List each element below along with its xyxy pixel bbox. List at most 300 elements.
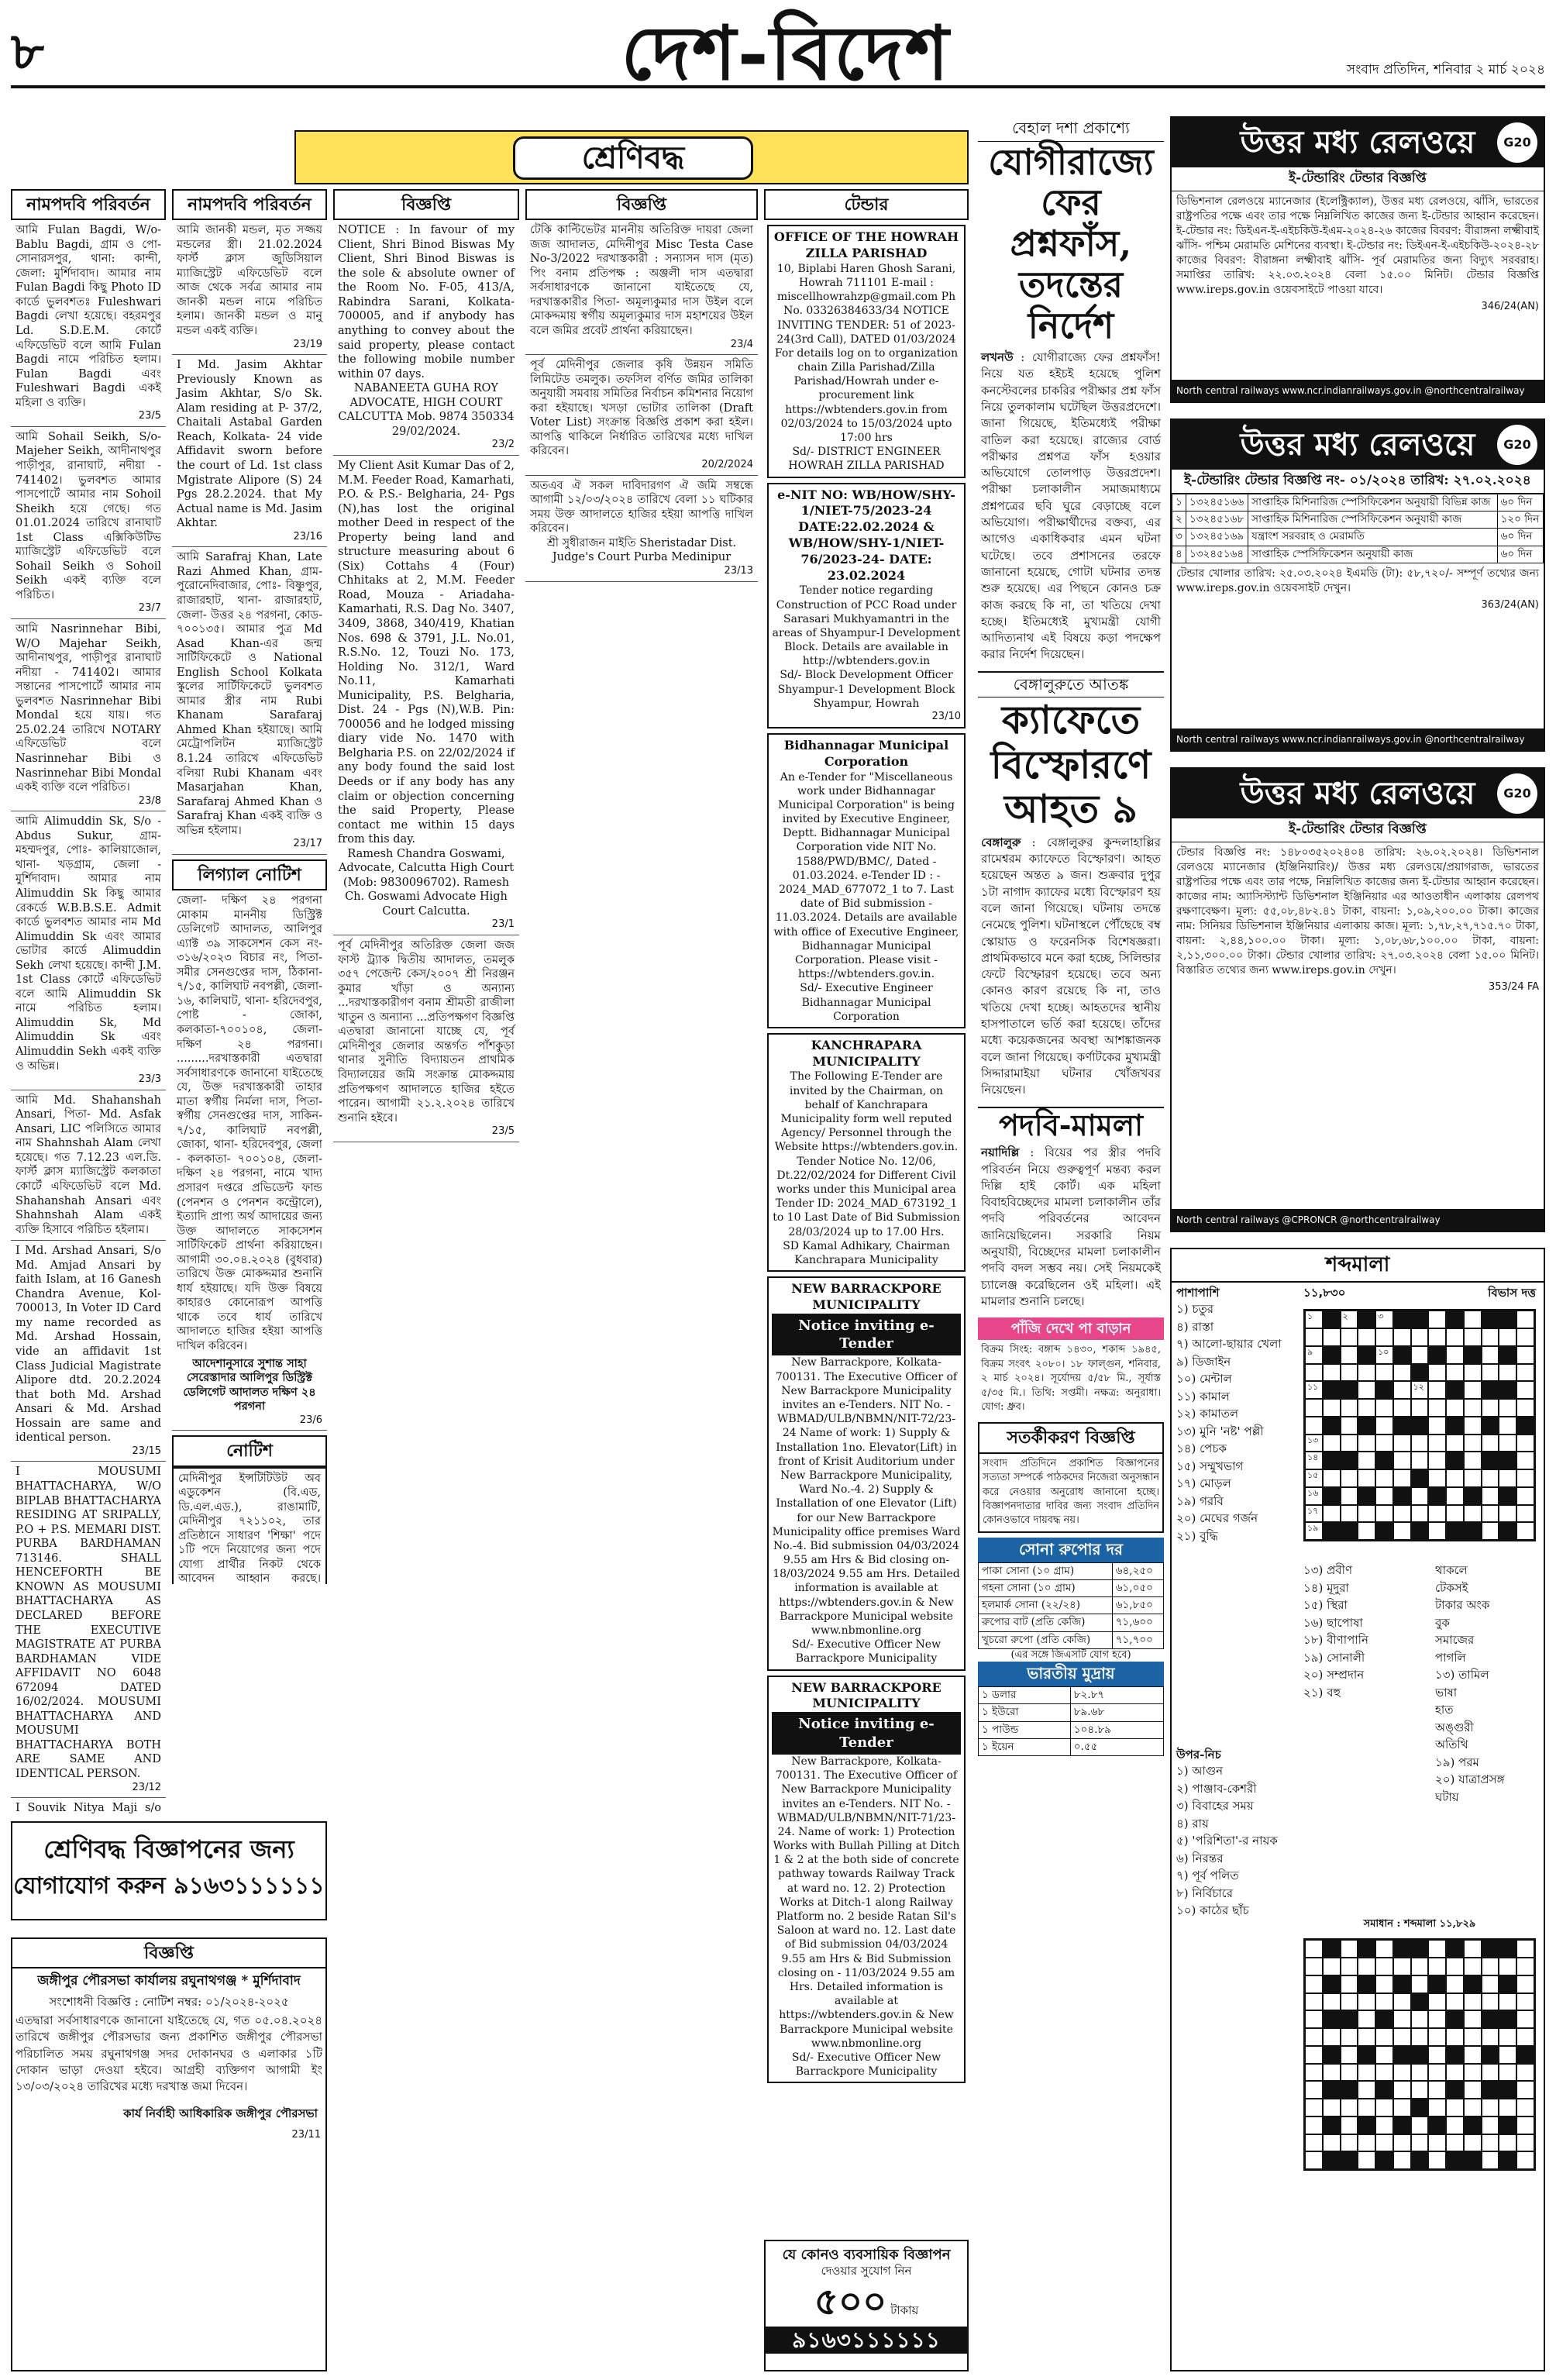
ad-text: আমি Sohail Seikh, S/o- Majeher Seikh, আদীনাথপুর পাড়ীপুর, রানাঘাট, নদীয়া - 741402। ভুলবশত আমার পাসপোর্টে আমার নাম Sohoil Sheikh হয়ে গেছে। গত 01.01.2024 তারিখে রানাঘাট 1st Class এক্সিকিউটিভ ম্যাজিস্ট্রেট এফিডেভিট বলে Sohail Seikh ও Sohoil Seikh একই ব্যক্তি বলে পরিচিত।: [15, 430, 161, 601]
ad-text: পূর্ব মেদিনীপুর জেলার কৃষি উন্নয়ন সমিতি লিমিটেড তমলুক। তফসিল বর্ণিত জমির তালিকা অনুযায়ী সমবায় সমিতির নির্বাচন কমিশনার নিয়োগ করা হইয়াছে। খসড়া ভোটার তালিকা (Draft Voter List) সংক্রান্ত বিজ্ঞপ্তি প্রকাশ করা হইল। আপত্তি থাকিলে নির্ধারিত তারিখের মধ্যে দাখিল করিবেন।: [530, 359, 753, 458]
grid-cell[interactable]: [1411, 1346, 1429, 1364]
grid-cell: [1341, 2046, 1358, 2064]
tender-sign: Sd/- Executive Officer New Barrackpore Municipality: [791, 1638, 942, 1665]
classified-ad: [172, 220, 327, 355]
grid-cell[interactable]: [1516, 1505, 1534, 1523]
grid-cell: [1375, 2099, 1393, 2117]
grid-cell[interactable]: [1464, 1417, 1482, 1435]
ad-code: 23/17: [293, 838, 322, 850]
grid-cell: [1393, 2134, 1411, 2152]
row-number: ৩: [1172, 529, 1186, 546]
tender-text: New Barrackpore, Kolkata-700131. The Executive Officer of New Barrackpore Municipality invites an e-Tenders. NIT No. - WBMAD/ULB/NBMN/NIT-72/23-24 Name of work: 1) Supply & Installation 1no. Elevator(Lift) in front of Krisit Auditorium under New Barrackpore Municipality, Ward No.-4. 2) Supply & Installation of one Elevator (Lift) for our New Barrackpore Municipality office premises Ward No.-4. Bid submission 04/03/2024 9.55 am Hrs & Bid closing on- 18/03/2024 9.55 am Hrs. Detailed information is available at https://wbtenders.gov.in & New Barrackpore Municipal website www.nbmonline.org: [772, 1356, 961, 1638]
black-cell: [1375, 2010, 1393, 2028]
cell-number: ৩: [1378, 1311, 1384, 1322]
grid-cell[interactable]: [1499, 1435, 1516, 1452]
cell-number: ২: [1342, 1311, 1348, 1322]
black-cell: [1411, 1417, 1429, 1435]
tender-sign: SD Kamal Adhikary, Chairman Kanchrapara Municipality: [783, 1239, 950, 1266]
grid-cell[interactable]: [1375, 1487, 1393, 1505]
grid-cell[interactable]: [1446, 1328, 1464, 1346]
ad-code: 23/2: [491, 439, 515, 451]
grid-cell[interactable]: [1464, 1505, 1482, 1523]
jangipur-title: জঙ্গীপুর পৌরসভা কার্যালয় রঘুনাথগঞ্জ * মুর্শিদাবাদ: [37, 1973, 301, 1989]
grid-cell: [1516, 2134, 1534, 2152]
grid-cell[interactable]: [1482, 1435, 1499, 1452]
ad-code: 23/6: [299, 1414, 322, 1426]
ad-code: 23/10: [931, 711, 961, 723]
grid-cell[interactable]: [1375, 1364, 1393, 1382]
black-cell: [1446, 1940, 1464, 1958]
grid-cell: [1428, 1958, 1446, 1975]
grid-cell[interactable]: [1516, 1346, 1534, 1364]
black-cell: [1482, 1311, 1499, 1328]
grid-cell[interactable]: [1393, 1328, 1411, 1346]
grid-cell[interactable]: [1341, 1328, 1358, 1346]
section-heading: বিজ্ঞপ্তি: [333, 189, 519, 220]
grid-cell[interactable]: [1482, 1469, 1499, 1487]
grid-cell[interactable]: [1411, 1381, 1429, 1399]
clue: ১৪) পেচক: [1176, 1441, 1227, 1456]
grid-cell[interactable]: [1305, 1364, 1323, 1382]
ad-text: আমি জানকী মন্ডল, মৃত সজ্জয় মন্ডলের স্ত্রী। 21.02.2024 ফার্স্ট ক্লাস জুডিসিয়াল ম্যাজিস্ট্রেট এফিডেভিট বলে আজ থেকে সর্বত্র আমার নাম জানকী মন্ডল নামে পরিচিত হলাম। জানকী মন্ডল ও মানু মন্ডল একই ব্যক্তি।: [177, 224, 322, 337]
black-cell: [1411, 2151, 1429, 2169]
table-row: [1172, 546, 1544, 563]
grid-cell[interactable]: [1428, 1417, 1446, 1435]
grid-cell: [1358, 2010, 1375, 2028]
black-cell: [1393, 1975, 1411, 1993]
grid-cell[interactable]: [1428, 1452, 1446, 1469]
black-cell: [1482, 2081, 1499, 2099]
grid-cell[interactable]: [1464, 1381, 1482, 1399]
notice-text: মেদিনীপুর ইন্সটিটিউট অব এডুকেশন (বি.এড, ডি.এল.এড.), রাঙামাটি, মেদিনীপুর ৭২১১০২, তার প্রতিষ্ঠানে সাধারণ 'শিক্ষা' পদে ১টি পদে নিয়োগের জন্য পদে যোগ্য প্রার্থীর নিকট থেকে আবেদন আহ্বান করছে।: [178, 1472, 321, 1584]
fx-table: [978, 1686, 1164, 1756]
grid-cell[interactable]: [1482, 1328, 1499, 1346]
section-heading: বিজ্ঞপ্তি: [525, 189, 758, 220]
grid-cell[interactable]: [1482, 1364, 1499, 1382]
grid-cell[interactable]: [1411, 1487, 1429, 1505]
grid-cell[interactable]: [1375, 1399, 1393, 1417]
grid-cell[interactable]: [1464, 1469, 1482, 1487]
cell-number: ৯: [1307, 1346, 1313, 1357]
gold-rate-table: [978, 1562, 1164, 1649]
railway-footer: North central railways @CPRONCR @northcentralrailway: [1172, 1209, 1544, 1231]
rate-item: খুচরো রুপো (প্রতি কেজি): [979, 1631, 1113, 1648]
grid-cell: [1305, 2028, 1323, 2046]
grid-cell[interactable]: [1482, 1399, 1499, 1417]
clue: ১৮) বীণাপানি: [1303, 1633, 1368, 1648]
grid-cell[interactable]: [1305, 1469, 1323, 1487]
grid-cell[interactable]: [1375, 1417, 1393, 1435]
black-cell: [1446, 1417, 1464, 1435]
g20-logo-icon: G20: [1497, 773, 1537, 814]
grid-cell: [1305, 2081, 1323, 2099]
railway-tender-table: [1172, 494, 1544, 563]
grid-cell[interactable]: [1305, 1435, 1323, 1452]
grid-cell: [1375, 1993, 1393, 2011]
clue: ৩) বিবাহের সময়: [1176, 1799, 1254, 1813]
black-cell: [1358, 2117, 1375, 2134]
grid-cell[interactable]: [1393, 1452, 1411, 1469]
ad-text: আমি Alimuddin Sk, S/o - Abdus Sukur, গ্রাম- মহম্মদপুর, পোঃ- কালিয়াজোল, থানা- খড়গ্রাম, জেলা - মুর্শিদাবাদ। আমার নাম Alimuddin Sk কিছু আমার রেকর্ডে W.B.B.S.E. Admit কার্ডে ভুলবশত আমার নাম Md Alimuddin Sk এবং আমার ভোটার কার্ডে Alimuddin Sekh লেখা হয়েছে। কান্দী J.M. 1st Class কোর্টে এফিডেভিট বলে আমি Alimuddin Sk নামে পরিচিত হলাম। Alimuddin Sk, Md Alimuddin Sk এবং Alimuddin Sekh একই ব্যক্তি ও অভিন্ন।: [15, 815, 161, 1073]
grid-cell[interactable]: [1341, 1399, 1358, 1417]
ad-code: 20/2/2024: [701, 458, 753, 470]
ad-sign: Ramesh Chandra Goswami, Advocate, Calcutta High Court (Mob: 9830096702). Ramesh Ch. Goswami Advocate High Court Calcutta.: [338, 847, 515, 918]
tender-text: The Following E-Tender are invited by the Chairman, on behalf of Kanchrapara Municipality form well reputed Agency/ Personnel through the Website https://wbtenders.gov.in. Tender Notice No. 12/06, Dt.22/02/2024 for Different Civil works under this Municipal area Tender ID: 2024_MAD_673192_1 to 10 Last Date of Bid Submission 28/03/2024 up to 17.00 Hrs.: [773, 1070, 960, 1238]
grid-cell[interactable]: [1411, 1435, 1429, 1452]
ad-text: অতএব ঐ সকল দাবিদারগণ ঐ জমি সম্বন্ধে আগামী ১২/০৩/২০২৪ তারিখে বেলা ১১ ঘটিকার সময় উক্ত আদালতে হাজির হইয়া আপত্তি দাখিল করিবেন।: [530, 479, 753, 536]
grid-cell[interactable]: [1393, 1505, 1411, 1523]
grid-cell: [1516, 2099, 1534, 2117]
ad-code: 23/16: [293, 530, 322, 542]
grid-cell[interactable]: [1375, 1435, 1393, 1452]
clue: ১৯) গরবি: [1176, 1493, 1224, 1508]
grid-cell[interactable]: [1411, 1399, 1429, 1417]
tender-text: New Barrackpore, Kolkata-700131. The Executive Officer of New Barrackpore Municipality invites an e-Tenders. NIT No. - WBMAD/ULB/NBMN/NIT-71/23-24. Name of work: 1) Protection Works with Bullah Pilling at Ditch 1 & 2 at the both side of concrete pathway towards Railway Track at ward no. 12. 2) Protection Works at Ditch-1 along Railway Platform no. 2 beside Ratan Sil's Saloon at ward no. 12. Last date of Bid submission 04/03/2024 9.55 am Hrs & Bid Submission closing on - 11/03/2024 9.55 am Hrs. Detailed information is available at https://wbtenders.gov.in & New Barrackpore Municipal website www.nbmonline.org: [773, 1755, 960, 2050]
crossword-grid[interactable]: [1303, 1309, 1536, 1541]
crossword-issue: ১১,৮৩০: [1303, 1286, 1346, 1300]
grid-cell[interactable]: [1305, 1311, 1323, 1328]
rate-item: ১ ডলার: [979, 1687, 1071, 1704]
table-row: [979, 1614, 1164, 1631]
black-cell: [1482, 1940, 1499, 1958]
grid-cell: [1446, 2099, 1464, 2117]
black-cell: [1393, 1940, 1411, 1958]
grid-cell: [1499, 1958, 1516, 1975]
legal-notice-heading: লিগ্যাল নোটিশ: [172, 859, 327, 890]
clue: টেকসই: [1435, 1580, 1468, 1595]
grid-cell[interactable]: [1358, 1435, 1375, 1452]
clue: ১০) কাঠের ছাঁচ: [1176, 1903, 1249, 1918]
grid-cell: [1305, 1993, 1323, 2011]
grid-cell[interactable]: [1516, 1311, 1534, 1328]
grid-cell[interactable]: [1341, 1487, 1358, 1505]
grid-cell[interactable]: [1323, 1435, 1341, 1452]
grid-cell[interactable]: [1446, 1505, 1464, 1523]
grid-cell[interactable]: [1305, 1452, 1323, 1469]
cell-number: ১৪: [1307, 1452, 1319, 1463]
grid-cell: [1446, 2117, 1464, 2134]
grid-cell[interactable]: [1482, 1487, 1499, 1505]
grid-cell[interactable]: [1341, 1417, 1358, 1435]
black-cell: [1428, 2117, 1446, 2134]
grid-cell[interactable]: [1499, 1328, 1516, 1346]
grid-cell[interactable]: [1393, 1435, 1411, 1452]
grid-cell[interactable]: [1428, 1328, 1446, 1346]
grid-cell[interactable]: [1446, 1435, 1464, 1452]
grid-cell[interactable]: [1305, 1487, 1323, 1505]
table-row: [979, 1721, 1164, 1738]
grid-cell[interactable]: [1464, 1435, 1482, 1452]
table-row: [1172, 511, 1544, 529]
grid-cell[interactable]: [1516, 1364, 1534, 1382]
across-clues: [1176, 1286, 1293, 1545]
black-cell: [1499, 1522, 1516, 1540]
grid-cell[interactable]: [1482, 1346, 1499, 1364]
classified-column-4: [525, 189, 758, 2375]
grid-cell: [1393, 2151, 1411, 2169]
grid-cell[interactable]: [1305, 1399, 1323, 1417]
clue: ১৩) তামিল: [1435, 1668, 1489, 1683]
grid-cell[interactable]: [1393, 1381, 1411, 1399]
grid-cell[interactable]: [1393, 1469, 1411, 1487]
grid-cell[interactable]: [1358, 1505, 1375, 1523]
grid-cell: [1358, 2028, 1375, 2046]
grid-cell[interactable]: [1323, 1469, 1341, 1487]
grid-cell[interactable]: [1482, 1522, 1499, 1540]
section-heading: টেন্ডার: [764, 189, 969, 220]
black-cell: [1341, 1522, 1358, 1540]
right-clues: [1435, 1562, 1539, 1806]
grid-cell[interactable]: [1358, 1399, 1375, 1417]
grid-cell[interactable]: [1499, 1505, 1516, 1523]
grid-cell[interactable]: [1375, 1469, 1393, 1487]
clue: ৭) আলো-ছায়ার খেলা: [1176, 1337, 1282, 1352]
grid-cell[interactable]: [1516, 1435, 1534, 1452]
grid-cell: [1411, 2064, 1429, 2082]
clue: অঙ্গুরী: [1435, 1720, 1474, 1734]
grid-cell[interactable]: [1323, 1328, 1341, 1346]
headline: ক্যাফেতে বিস্ফোরণে আহত ৯: [990, 697, 1152, 832]
grid-cell[interactable]: [1358, 1381, 1375, 1399]
grid-cell[interactable]: [1358, 1452, 1375, 1469]
tender-title: NEW BARRACKPORE MUNICIPALITY: [791, 1679, 942, 1711]
grid-cell: [1358, 2151, 1375, 2169]
grid-cell: [1482, 2064, 1499, 2082]
ad-text: আমি Sarafraj Khan, Late Razi Ahmed Khan, গ্রাম- পুরোনেদিবাজার, পোঃ- বিষ্ণুপুর, রাজারহাট, থানা- রাজারহাট, জেলা- উত্তর ২৪ পরগনা, কোড- ৭০০১৩৫। আমার পুত্র Md Asad Khan-এর জন্ম সার্টিফিকেটে ও National English School Kolkata স্কুলের সার্টিফিকেটে ভুলবশত আমার স্ত্রীর নাম Rubi Khanam Sarafaraj Ahmed Khan হইয়াছে। আমি মেট্রোপলিটন ম্যাজিস্ট্রেট 8.1.24 তারিখে এফিডেভিট বলিয়া Rubi Khanam এবং Masarjahan Khan, Sarafaraj Ahmed Khan ও Sarafraj Khan একই ব্যক্তি ও অভিন্ন হইলাম।: [177, 551, 322, 837]
grid-cell[interactable]: [1516, 1452, 1534, 1469]
grid-cell[interactable]: [1482, 1505, 1499, 1523]
tender-text: Tender notice regarding Construction of PCC Road under Sarasari Mukhyamantri in the areas of Shyampur-I Development Block. Details are available in http://wbtenders.gov.in: [772, 584, 961, 668]
grid-cell: [1305, 2151, 1323, 2169]
grid-cell[interactable]: [1428, 1364, 1446, 1382]
grid-cell[interactable]: [1428, 1469, 1446, 1487]
grid-cell[interactable]: [1516, 1469, 1534, 1487]
tender-ad: [767, 733, 966, 1028]
more-clues: [1303, 1562, 1420, 1701]
grid-cell[interactable]: [1305, 1522, 1323, 1540]
grid-cell[interactable]: [1375, 1311, 1393, 1328]
grid-cell[interactable]: [1464, 1311, 1482, 1328]
grid-cell: [1323, 1958, 1341, 1975]
black-cell: [1411, 2046, 1429, 2064]
grid-cell[interactable]: [1375, 1505, 1393, 1523]
ad-code: 23/5: [138, 410, 161, 422]
grid-cell[interactable]: [1446, 1469, 1464, 1487]
classified-ad: [525, 355, 758, 475]
grid-cell[interactable]: [1428, 1381, 1446, 1399]
black-cell: [1499, 2010, 1516, 2028]
g20-logo-icon: G20: [1497, 122, 1537, 163]
grid-cell[interactable]: [1305, 1328, 1323, 1346]
promo-line-1: শ্রেণিবদ্ধ বিজ্ঞাপনের জন্য: [43, 1834, 294, 1864]
grid-cell: [1323, 2099, 1341, 2117]
promo-text: দেওয়ার সুযোগ নিন: [821, 2264, 912, 2278]
grid-cell: [1411, 2010, 1429, 2028]
grid-cell[interactable]: [1358, 1328, 1375, 1346]
panji-text: বিক্রম সিংহ: বঙ্গাব্দ ১৪৩০, শকাব্দ ১৯৪৫, বিক্রম সংবৎ ২০৮০। ১৮ ফাল্গুন, শনিবার, ২ মার্চ ২০২৪। সূর্যোদয় ৫/৫৮ মি., সূর্যাস্ত ৫/৩৫ মি.। তিথি: সপ্তমী। নক্ষত্র: অনুরাধা। যোগ: ধ্রুব।: [981, 1344, 1161, 1414]
grid-cell: [1464, 2028, 1482, 2046]
grid-cell[interactable]: [1428, 1311, 1446, 1328]
black-cell: [1375, 2151, 1393, 2169]
clue: ১) আগুন: [1176, 1764, 1224, 1779]
cell-number: ১৭: [1307, 1505, 1319, 1516]
grid-cell[interactable]: [1499, 1469, 1516, 1487]
grid-cell[interactable]: [1464, 1452, 1482, 1469]
railway-footer: North central railways www.ncr.indianrailways.gov.in @northcentralrailway: [1172, 728, 1544, 750]
grid-cell: [1516, 1958, 1534, 1975]
grid-cell: [1341, 1993, 1358, 2011]
grid-cell[interactable]: [1428, 1505, 1446, 1523]
panji-heading: পাঁজি দেখে পা বাড়ান: [978, 1317, 1164, 1340]
ad-code: 23/5: [491, 1125, 515, 1138]
black-cell: [1516, 1417, 1534, 1435]
grid-cell[interactable]: [1341, 1346, 1358, 1364]
grid-cell[interactable]: [1464, 1328, 1482, 1346]
grid-cell[interactable]: [1428, 1435, 1446, 1452]
black-cell: [1499, 1452, 1516, 1469]
black-cell: [1375, 1452, 1393, 1469]
classified-ad: [11, 220, 166, 427]
grid-cell[interactable]: [1411, 1452, 1429, 1469]
rate-item: গহনা সোনা (১০ গ্রাম): [979, 1579, 1113, 1596]
grid-cell[interactable]: [1358, 1522, 1375, 1540]
grid-cell[interactable]: [1411, 1328, 1429, 1346]
classified-ad: [11, 811, 166, 1090]
grid-cell[interactable]: [1358, 1364, 1375, 1382]
grid-cell: [1464, 2010, 1482, 2028]
grid-cell[interactable]: [1446, 1399, 1464, 1417]
classified-ad: [525, 220, 758, 355]
kicker: বেঙ্গালুরুতে আতঙ্ক: [978, 671, 1164, 698]
clue: বুক: [1435, 1615, 1450, 1630]
grid-cell[interactable]: [1446, 1487, 1464, 1505]
cell-number: ১৫: [1307, 1470, 1319, 1481]
tender-duration: ৬০ দিন: [1497, 529, 1543, 546]
grid-cell[interactable]: [1428, 1399, 1446, 1417]
grid-cell: [1482, 2117, 1499, 2134]
grid-cell: [1428, 2028, 1446, 2046]
grid-cell[interactable]: [1341, 1364, 1358, 1382]
grid-cell: [1305, 1958, 1323, 1975]
black-cell: [1428, 1975, 1446, 1993]
ad-list: [525, 220, 758, 581]
ad-list: [333, 220, 519, 1142]
jangipur-ref: সংশোধনী বিজ্ঞপ্তি : নোটিশ নম্বর: ০১/২০২৪-২০২৫: [49, 1994, 289, 2009]
black-cell: [1341, 2010, 1358, 2028]
grid-cell: [1358, 1993, 1375, 2011]
grid-cell[interactable]: [1323, 1505, 1341, 1523]
grid-cell[interactable]: [1323, 1399, 1341, 1417]
grid-cell[interactable]: [1305, 1381, 1323, 1399]
tender-title: NEW BARRACKPORE MUNICIPALITY: [791, 1281, 942, 1312]
black-cell: [1393, 1417, 1411, 1435]
clue: ৪) রাস্তা: [1176, 1319, 1214, 1334]
grid-cell[interactable]: [1375, 1328, 1393, 1346]
clue: টাকার অংক: [1435, 1598, 1490, 1613]
grid-cell: [1411, 2081, 1429, 2099]
tender-sign: Sd/- Executive Officer New Barrackpore Municipality: [791, 2051, 942, 2079]
grid-cell[interactable]: [1464, 1364, 1482, 1382]
grid-cell[interactable]: [1516, 1522, 1534, 1540]
notice-heading: নোটিশ: [172, 1435, 327, 1466]
black-cell: [1446, 2151, 1464, 2169]
grid-cell[interactable]: [1446, 1346, 1464, 1364]
black-cell: [1358, 1940, 1375, 1958]
grid-cell[interactable]: [1341, 1435, 1358, 1452]
black-cell: [1393, 2046, 1411, 2064]
grid-cell: [1516, 1993, 1534, 2011]
section-heading: নামপদবি পরিবর্তন: [11, 189, 166, 220]
classified-ad: [11, 1462, 166, 1798]
grid-cell[interactable]: [1305, 1346, 1323, 1364]
tender-text: 10, Biplabi Haren Ghosh Sarani, Howrah 711101 E-mail : miscellhowrahzp@gmail.com Ph No. 03326384633/34 NOTICE INVITING TENDER: 51 of 2023-24(3rd Call), DATED 01/03/2024 For details log on to organization chain Zilla Parishad/Zilla Parishad/Howrah under e-procurement link https://wbtenders.gov.in from 02/03/2024 to 15/03/2024 upto 17:00 hrs: [774, 262, 959, 444]
black-cell: [1411, 1940, 1429, 1958]
grid-cell[interactable]: [1499, 1399, 1516, 1417]
table-row: [979, 1738, 1164, 1755]
business-ad-promo: [764, 2240, 969, 2371]
grid-cell[interactable]: [1393, 1522, 1411, 1540]
grid-cell[interactable]: [1341, 1505, 1358, 1523]
classified-ad: [525, 476, 758, 582]
grid-cell[interactable]: [1305, 1417, 1323, 1435]
grid-cell[interactable]: [1428, 1522, 1446, 1540]
black-cell: [1499, 1940, 1516, 1958]
grid-cell[interactable]: [1499, 1364, 1516, 1382]
clue: অতিথি: [1435, 1738, 1468, 1752]
grid-cell[interactable]: [1323, 1364, 1341, 1382]
table-row: [979, 1562, 1164, 1579]
black-cell: [1323, 1381, 1341, 1399]
grid-cell[interactable]: [1341, 1311, 1358, 1328]
railway-title: উত্তর মধ্য রেলওয়ে: [1240, 775, 1475, 811]
grid-cell[interactable]: [1393, 1399, 1411, 1417]
grid-cell[interactable]: [1358, 1469, 1375, 1487]
grid-cell: [1428, 2081, 1446, 2099]
ad-text: পূর্ব মেদিনীপুর অতিরিক্ত জেলা জজ ফাস্ট ট্র্যাক দ্বিতীয় আদালত, তমলুক ৩৫৭ পেজেন্ট কেস/২০০৭ শ্রী নিরঞ্জন কুমার খাঁড়া ও অন্যান্য ...দরখাস্তকারীগণ বনাম শ্রীমতী রাজীলা খাতুন ও অন্যান্য ...প্রতিপক্ষগণ বিজ্ঞপ্তি এতদ্বারা জানানো যাচ্ছে যে, পূর্ব মেদিনীপুর জেলার অন্তর্গত পাঁশকুড়া থানার সুনীতি বিদ্যায়তন প্রাথমিক বিদ্যালয়ের জমি সংক্রান্ত মোকদ্দমায় প্রতিপক্ষগণ আদালতে হাজির হইতে পারেন। আগামী ২১.২.২০২৪ তারিখে শুনানি হইবে।: [338, 939, 515, 1125]
grid-cell[interactable]: [1516, 1328, 1534, 1346]
g20-logo-icon: G20: [1497, 425, 1537, 465]
grid-cell: [1375, 2117, 1393, 2134]
grid-cell: [1499, 2028, 1516, 2046]
black-cell: [1482, 1452, 1499, 1469]
grid-cell: [1375, 2064, 1393, 2082]
tender-description: সাপ্তাহিক মিশিনারিজ স্পেসিফিকেশন অনুযায়ী কাজ: [1248, 511, 1497, 529]
grid-cell[interactable]: [1411, 1505, 1429, 1523]
grid-cell[interactable]: [1375, 1346, 1393, 1364]
grid-cell[interactable]: [1305, 1505, 1323, 1523]
black-cell: [1464, 1522, 1482, 1540]
classified-ad: [172, 355, 327, 547]
grid-cell[interactable]: [1446, 1364, 1464, 1382]
grid-cell[interactable]: [1516, 1381, 1534, 1399]
grid-cell: [1393, 2099, 1411, 2117]
grid-cell: [1375, 2028, 1393, 2046]
tender-subtitle: Notice inviting e-Tender: [772, 1712, 961, 1755]
down-clues: [1176, 1748, 1293, 1920]
grid-cell: [1358, 2134, 1375, 2152]
grid-cell[interactable]: [1499, 1417, 1516, 1435]
grid-cell[interactable]: [1516, 1487, 1534, 1505]
grid-cell[interactable]: [1341, 1469, 1358, 1487]
grid-cell[interactable]: [1464, 1399, 1482, 1417]
tender-title: e-NIT NO: WB/HOW/SHY-1/NIET-75/2023-24 DATE:22.02.2024 & WB/HOW/SHY-1/NIET-76/2023-24- DATE: 23.02.2024: [777, 487, 955, 583]
rate-value: ৬১,৮৫০: [1112, 1597, 1163, 1614]
tender-sign: Sd/- Executive Engineer Bidhannagar Municipal Corporation: [800, 982, 933, 1023]
grid-cell[interactable]: [1393, 1364, 1411, 1382]
jangipur-heading: বিজ্ঞপ্তি: [12, 1939, 325, 1968]
clue: ১৫) সম্মুখভাগ: [1176, 1459, 1244, 1473]
grid-cell[interactable]: [1516, 1399, 1534, 1417]
